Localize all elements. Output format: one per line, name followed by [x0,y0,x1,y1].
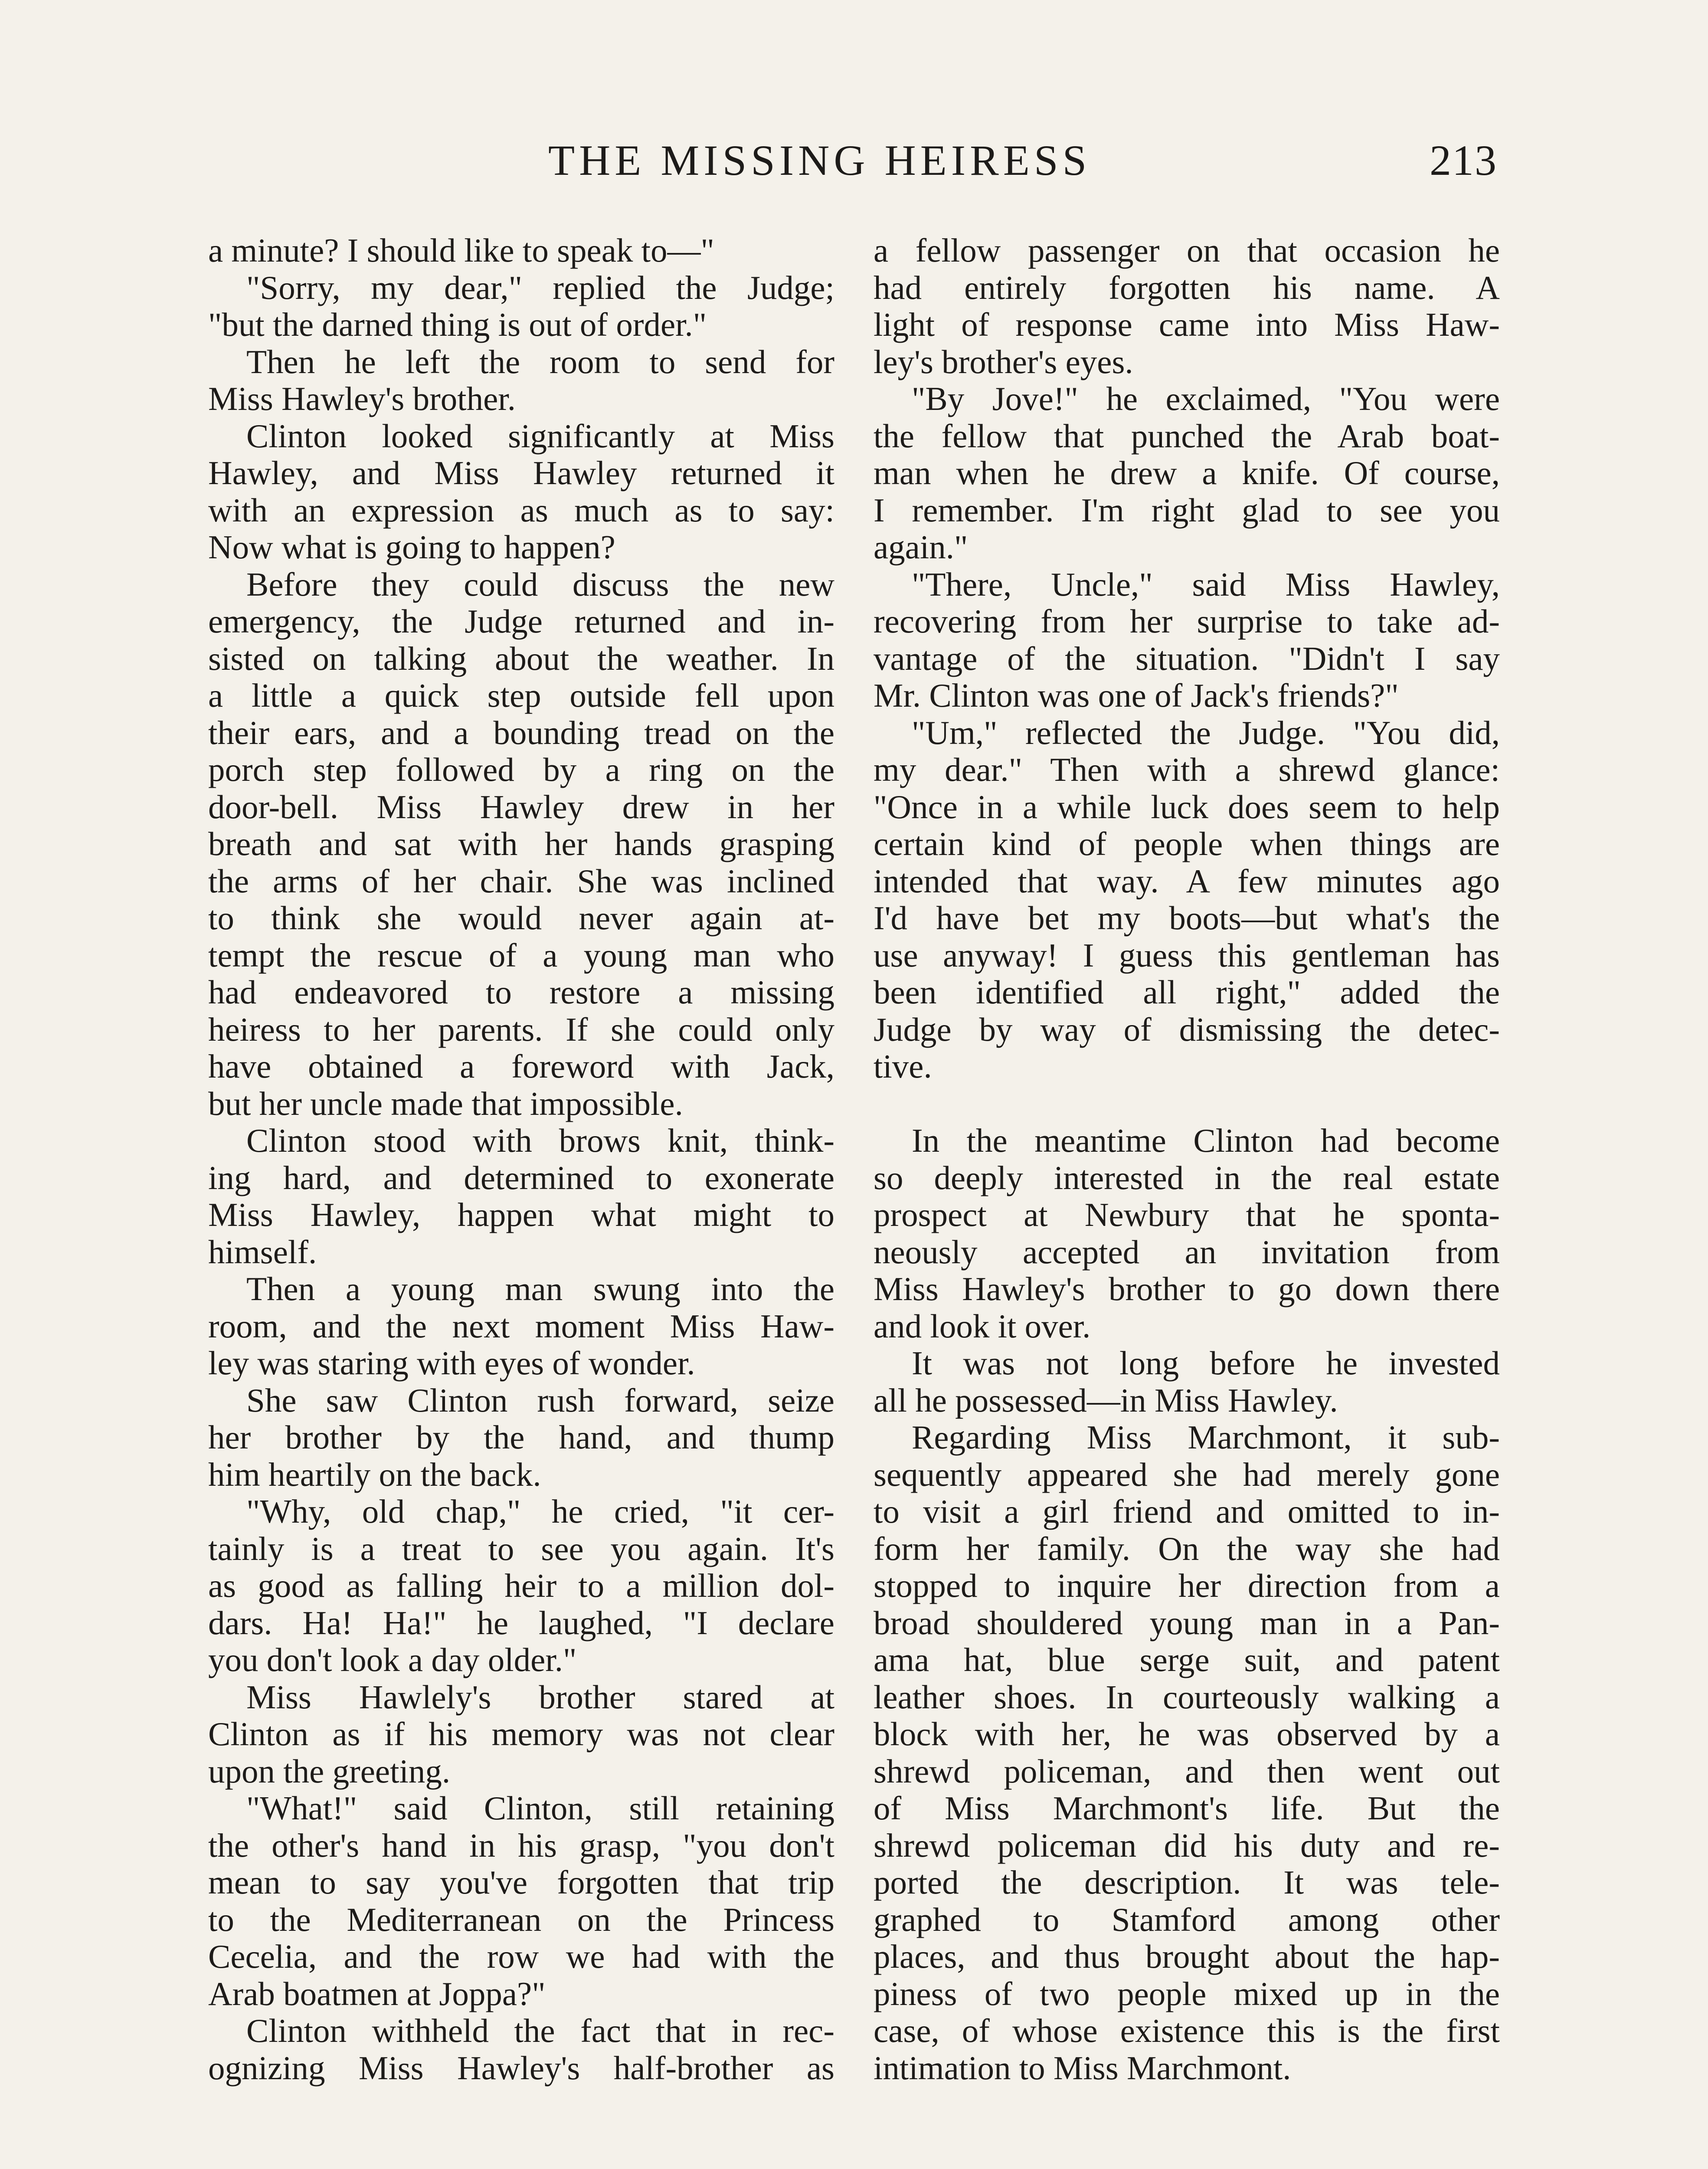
text-line: a little a quick step outside fell upon [208,677,834,714]
text-line: She saw Clinton rush forward, seize [246,1382,834,1419]
text-line: "but the darned thing is out of order." [208,306,707,343]
right-text-column [874,232,1500,2087]
text-line: to think she would never again at- [208,900,834,937]
text-line: recovering from her surprise to take ad- [874,603,1500,640]
text-line: but her uncle made that impossible. [208,1085,683,1122]
text-line: certain kind of people when things are [874,826,1500,862]
text-line: himself. [208,1233,317,1271]
text-line: prospect at Newbury that he sponta- [874,1196,1500,1233]
text-line: use anyway! I guess this gentleman has [874,937,1500,974]
text-line: piness of two people mixed up in the [874,1975,1500,2012]
text-line: "By Jove!" he exclaimed, "You were [912,380,1500,417]
text-line: as good as falling heir to a million dol- [208,1567,834,1604]
text-line: shrewd policeman, and then went out [874,1753,1500,1790]
text-line: breath and sat with her hands grasping [208,826,834,862]
text-line: In the meantime Clinton had become [912,1122,1500,1159]
text-line: sequently appeared she had merely gone [874,1456,1500,1493]
text-line: "What!" said Clinton, still retaining [246,1790,834,1827]
text-line: places, and thus brought about the hap- [874,1938,1500,1975]
text-line: a minute? I should like to speak to—" [208,232,714,269]
section-break [874,1085,1500,1123]
text-line: Then a young man swung into the [246,1271,834,1307]
text-line: "Once in a while luck does seem to help [874,788,1500,826]
text-line: "Um," reflected the Judge. "You did, [912,714,1500,751]
text-line: again." [874,529,968,566]
text-line: all he possessed—in Miss Hawley. [874,1382,1338,1419]
text-line: "There, Uncle," said Miss Hawley, [912,566,1500,603]
text-line: porch step followed by a ring on the [208,751,834,788]
text-line: "Sorry, my dear," replied the Judge; [246,269,834,306]
text-line: Miss Hawley, happen what might to [208,1196,834,1233]
text-line: Clinton looked significantly at Miss [246,417,834,455]
text-line: ing hard, and determined to exonerate [208,1159,834,1196]
text-line: graphed to Stamford among other [874,1901,1500,1938]
text-line: Before they could discuss the new [246,566,834,603]
text-line: a fellow passenger on that occasion he [874,232,1500,269]
text-line: leather shoes. In courteously walking a [874,1678,1500,1716]
text-line: Miss Hawlely's brother stared at [246,1678,834,1716]
text-line: intended that way. A few minutes ago [874,862,1500,900]
text-line: shrewd policeman did his duty and re- [874,1827,1500,1864]
text-line: It was not long before he invested [912,1345,1500,1382]
text-line: I remember. I'm right glad to see you [874,491,1500,529]
text-line: my dear." Then with a shrewd glance: [874,751,1500,788]
text-line: neously accepted an invitation from [874,1233,1500,1271]
text-line: ama hat, blue serge suit, and patent [874,1641,1500,1678]
text-line: stopped to inquire her direction from a [874,1567,1500,1604]
text-line: form her family. On the way she had [874,1530,1500,1567]
text-line: Judge by way of dismissing the detec- [874,1011,1500,1048]
text-line: Arab boatmen at Joppa?" [208,1975,546,2012]
text-line: man when he drew a knife. Of course, [874,455,1500,491]
text-line: Then he left the room to send for [246,343,834,380]
text-line: sisted on talking about the weather. In [208,640,834,677]
text-line: to the Mediterranean on the Princess [208,1901,834,1938]
text-line: mean to say you've forgotten that trip [208,1864,834,1901]
text-line: ley was staring with eyes of wonder. [208,1345,695,1382]
text-line: with an expression as much as to say: [208,491,834,529]
text-line: you don't look a day older." [208,1641,577,1678]
text-line: ported the description. It was tele- [874,1864,1500,1901]
text-line: and look it over. [874,1307,1091,1345]
text-line: the arms of her chair. She was inclined [208,862,834,900]
left-text-column [208,232,834,2087]
text-line: of Miss Marchmont's life. But the [874,1790,1500,1827]
text-line: emergency, the Judge returned and in- [208,603,834,640]
text-line: the fellow that punched the Arab boat- [874,417,1500,455]
text-line: Clinton as if his memory was not clear [208,1716,834,1753]
text-line: have obtained a foreword with Jack, [208,1048,834,1085]
text-line: her brother by the hand, and thump [208,1419,834,1456]
text-line: ley's brother's eyes. [874,343,1133,380]
text-line: light of response came into Miss Haw- [874,306,1500,343]
text-line: been identified all right," added the [874,974,1500,1011]
text-line: I'd have bet my boots—but what's the [874,900,1500,937]
text-line: "Why, old chap," he cried, "it cer- [246,1493,834,1530]
text-line: had endeavored to restore a missing [208,974,834,1011]
page-number: 213 [1430,136,1497,184]
text-line: intimation to Miss Marchmont. [874,2049,1291,2087]
text-line: door-bell. Miss Hawley drew in her [208,788,834,826]
text-line: heiress to her parents. If she could only [208,1011,834,1048]
text-line: Clinton withheld the fact that in rec- [246,2012,834,2049]
text-line: tempt the rescue of a young man who [208,937,834,974]
text-line: tainly is a treat to see you again. It's [208,1530,834,1567]
text-line: to visit a girl friend and omitted to in- [874,1493,1500,1530]
text-line: Clinton stood with brows knit, think- [246,1122,834,1159]
text-line: so deeply interested in the real estate [874,1159,1500,1196]
text-line: their ears, and a bounding tread on the [208,714,834,751]
text-line: room, and the next moment Miss Haw- [208,1307,834,1345]
text-line: broad shouldered young man in a Pan- [874,1604,1500,1641]
text-line: Miss Hawley's brother. [208,380,516,417]
text-line: him heartily on the back. [208,1456,541,1493]
text-line: tive. [874,1048,932,1085]
text-line: case, of whose existence this is the first [874,2012,1500,2049]
text-line: Cecelia, and the row we had with the [208,1938,834,1975]
text-line: vantage of the situation. "Didn't I say [874,640,1500,677]
text-line: Now what is going to happen? [208,529,615,566]
text-line: dars. Ha! Ha!" he laughed, "I declare [208,1604,834,1641]
text-line: had entirely forgotten his name. A [874,269,1500,306]
page-header [0,130,1708,195]
text-line: Hawley, and Miss Hawley returned it [208,455,834,491]
text-line: ognizing Miss Hawley's half-brother as [208,2049,834,2087]
text-line: the other's hand in his grasp, "you don't [208,1827,834,1864]
text-line: Miss Hawley's brother to go down there [874,1271,1500,1307]
running-title: THE MISSING HEIRESS [548,136,1091,184]
text-line: Mr. Clinton was one of Jack's friends?" [874,677,1399,714]
text-line: Regarding Miss Marchmont, it sub- [912,1419,1500,1456]
text-line: block with her, he was observed by a [874,1716,1500,1753]
text-line: upon the greeting. [208,1753,451,1790]
